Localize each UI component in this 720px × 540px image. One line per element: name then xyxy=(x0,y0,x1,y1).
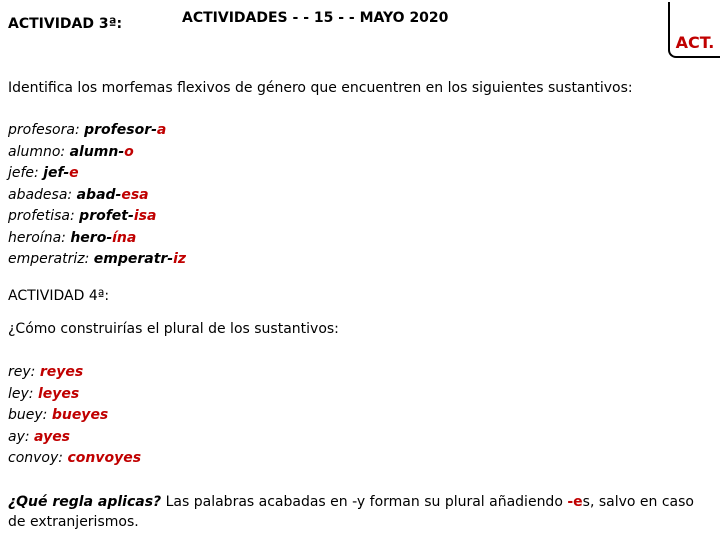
rule-answer xyxy=(8,492,712,532)
list-item: profesora: profesor-a xyxy=(8,122,167,138)
gender-instruction: Identifica los morfemas flexivos de género que encuentren en los siguientes sustantivos: xyxy=(8,80,633,96)
rule-question: ¿Qué regla aplicas? xyxy=(8,494,162,510)
gender-morpheme-list xyxy=(8,120,186,271)
rule-suffix-s: s xyxy=(582,494,590,510)
list-item: jefe: jef-e xyxy=(8,165,79,181)
list-item: emperatriz: emperatr-iz xyxy=(8,251,187,267)
list-item: convoy: convoyes xyxy=(8,450,142,466)
list-item: profetisa: profet-isa xyxy=(8,208,157,224)
rule-text-end: , salvo en caso de extranjerismos. xyxy=(8,494,694,530)
act-corner-label: ACT. xyxy=(675,33,715,52)
rule-suffix-e: -e xyxy=(567,494,583,510)
list-item: abadesa: abad-esa xyxy=(8,186,149,203)
list-item: alumno: alumn-o xyxy=(8,143,134,160)
activity-4-label: ACTIVIDAD 4ª: xyxy=(8,288,110,304)
rule-text: Las palabras acabadas en -y forman su plural añadiendo xyxy=(165,494,563,510)
act-corner-tab xyxy=(668,2,720,58)
activity-3-label: ACTIVIDAD 3ª: xyxy=(8,16,123,32)
plural-list xyxy=(8,362,141,470)
plural-question: ¿Cómo construirías el plural de los sustantivos: xyxy=(8,321,339,337)
list-item: ay: ayes xyxy=(8,428,71,445)
list-item: ley: leyes xyxy=(8,385,80,402)
list-item: heroína: hero-ína xyxy=(8,229,137,246)
list-item: rey: reyes xyxy=(8,364,84,380)
list-item: buey: bueyes xyxy=(8,407,109,423)
page-title: ACTIVIDADES - - 15 - - MAYO 2020 xyxy=(182,10,449,26)
